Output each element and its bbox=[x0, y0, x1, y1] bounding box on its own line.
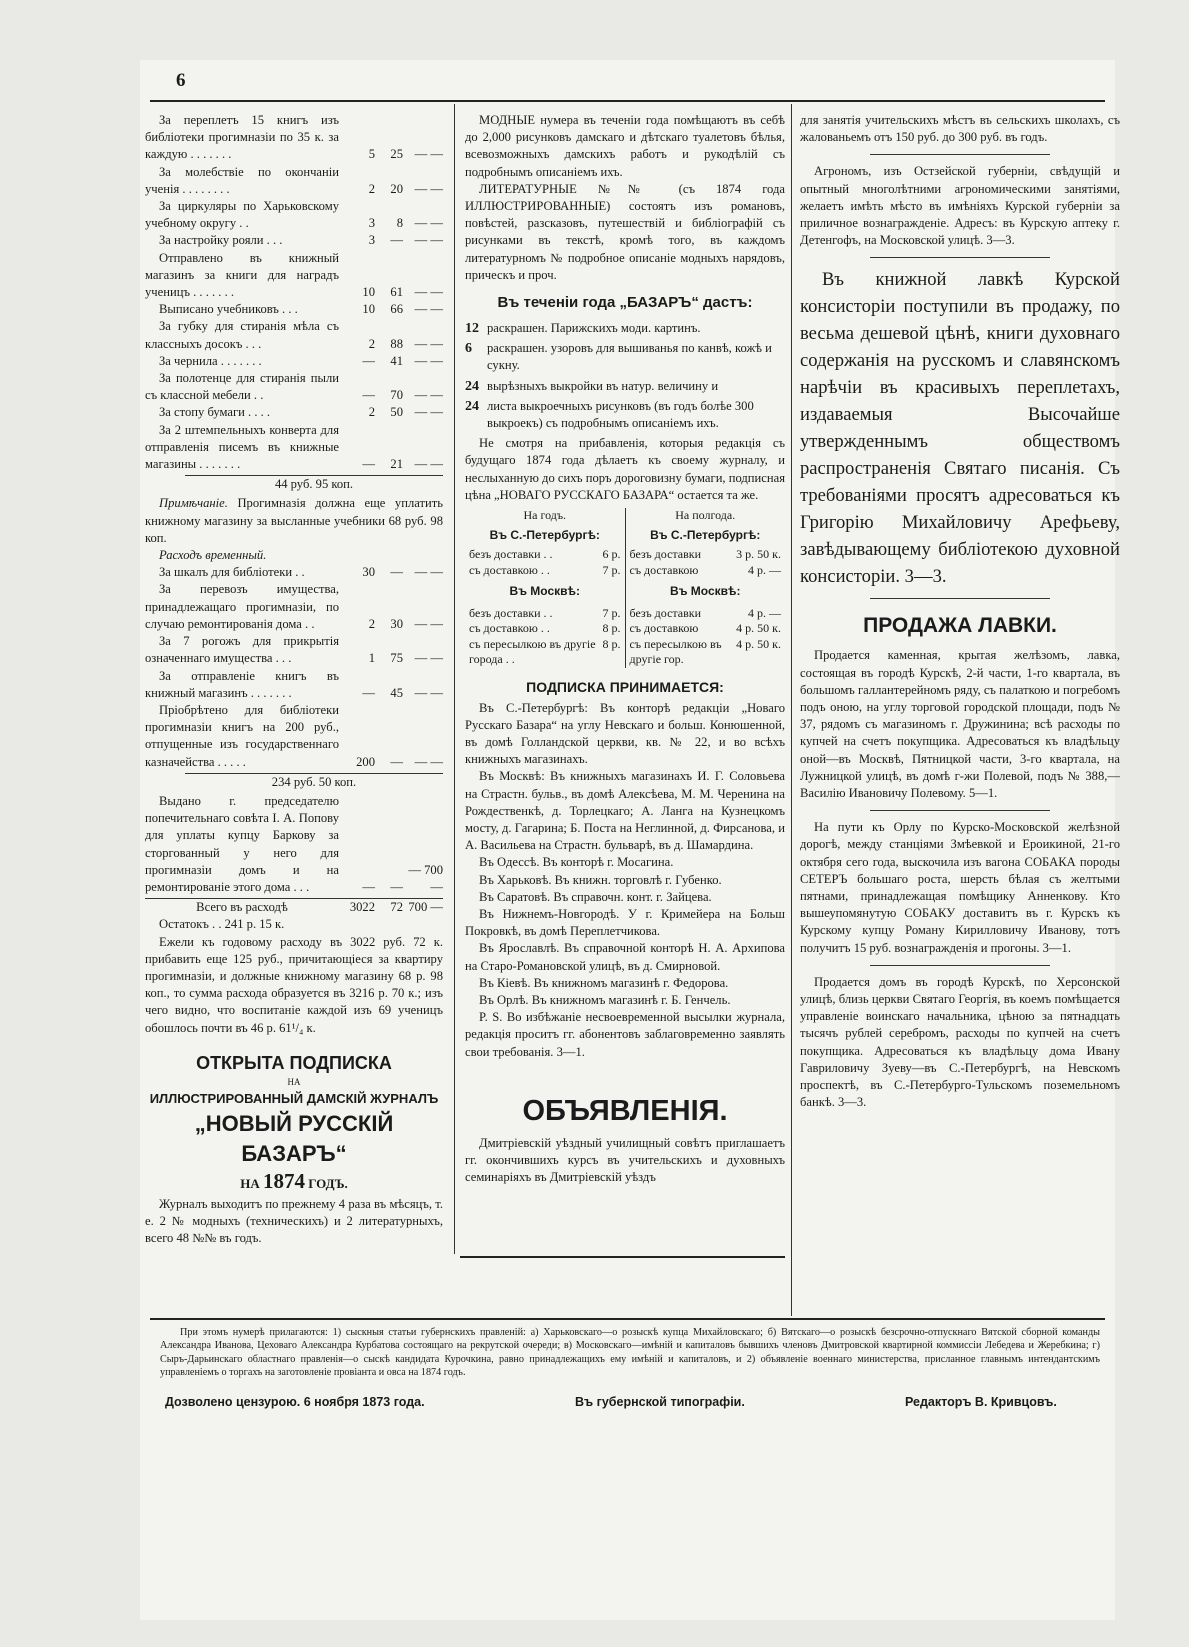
expense-text: За губку для стиранія мѣла съ классныхъ досокъ . . . bbox=[145, 319, 339, 351]
column-divider-2 bbox=[791, 104, 792, 1316]
expense-text: Пріобрѣтено для библіотеки прогимназіи книгъ на 200 руб., отпущенные изъ государственнаго казначейства . . . . . bbox=[145, 702, 339, 769]
modnye-paragraph: МОДНЫЕ нумера въ теченіи года помѣщаютъ въ себѣ до 2,000 рисунковъ дамскаго и дѣтскаго туалетовъ бѣлья, всевозможныхъ дамскихъ работъ и рукодѣлій съ подробнымъ описаніемъ ихъ. bbox=[465, 113, 785, 179]
footer-note: При этомъ нумерѣ прилагаются: 1) сыскныя статьи губернскихъ правленій: а) Харьковскаго—о розыскѣ купца Михайловскаго; б) Вятскаго—о розыскѣ безсрочно-отпускнаго Вятской сборной команды Александра Иванова, Цеховаго Александра Курбатова состоящаго на рекрутской очереди; в) Московскаго—имѣній и капиталовъ бывшихъ членовъ Дмитровской квартирной коммиссіи Лебедева и Жеребкина; г) Сыръ-Дарьинскаго областнаго правленія—о сыскѣ кандидата Курочкина, равно принадлежащихъ ему имѣній и капиталовъ, и 2) объявленіе военнаго министерства, присланное главнымъ интендантскимъ управленіемъ о торгахъ на заготовленіе провіанта и овса на 1874 годъ. bbox=[160, 1327, 1100, 1379]
expense-kop: — bbox=[390, 233, 403, 248]
price-label: съ доставкою bbox=[629, 562, 699, 577]
expense-rub: 10 bbox=[362, 285, 375, 300]
expense-extra: — — bbox=[414, 754, 443, 769]
price-row bbox=[469, 547, 621, 563]
note-paragraph bbox=[145, 495, 443, 547]
expense-kop: 41 bbox=[390, 353, 403, 368]
expense-rub: 2 bbox=[368, 616, 375, 631]
price-row bbox=[469, 621, 621, 637]
temp-label: Расходъ временный. bbox=[159, 548, 267, 563]
expense-row bbox=[145, 112, 443, 164]
price-value: 4 р. 50 к. bbox=[736, 621, 781, 636]
price-row bbox=[469, 606, 621, 622]
censor-line: Дозволено цензурою. 6 ноября 1873 года. bbox=[165, 1395, 425, 1409]
price-value: 7 р. bbox=[602, 562, 621, 577]
price-value: 3 р. 50 к. bbox=[736, 547, 781, 562]
bazar-item-text: раскрашен. Парижскихъ моди. картинъ. bbox=[487, 321, 701, 336]
price-value: 6 р. bbox=[602, 547, 621, 562]
price-half: На полгода. Въ С.-Петербургѣ: безъ доставки 3 р. 50 к. съ доставкою 4 р. — Въ Москвѣ: безъ доставки 4 р. — съ доставкою 4 р. 50 к. съ пересылкою въ другіе гор. 4 р. 50 к. bbox=[625, 508, 786, 668]
bazar-item bbox=[465, 320, 785, 337]
expense-rub: — bbox=[362, 388, 375, 403]
expense-rub: 1 bbox=[368, 651, 375, 666]
price-value: 8 р. bbox=[602, 621, 621, 636]
expense-row bbox=[145, 404, 443, 421]
price-label: съ пересылкою въ другіе города . . bbox=[469, 636, 596, 667]
expense-extra: — — bbox=[414, 147, 443, 162]
subscription-place: Въ Саратовѣ. Въ справочн. конт. г. Зайцева. bbox=[479, 889, 712, 904]
expense-text: За отправленіе книгъ въ книжный магазинъ . . . . . . . bbox=[145, 668, 339, 700]
bazar-item-count: 24 bbox=[465, 378, 479, 394]
printer-line: Въ губернской типографіи. bbox=[575, 1395, 745, 1409]
expense-row bbox=[145, 198, 443, 232]
bazar-item-text: вырѣзныхъ выкройки въ натур. величину и bbox=[487, 378, 719, 393]
expense-kop: 30 bbox=[390, 616, 403, 631]
expense-text: За чернила . . . . . . . bbox=[159, 353, 262, 368]
grand-total-row: Всего въ расходѣ 3022 72 700 — bbox=[145, 898, 443, 916]
expense-kop: 21 bbox=[390, 457, 403, 472]
expense-extra: — — bbox=[414, 616, 443, 631]
subscription-journal: ИЛЛЮСТРИРОВАННЫЙ ДАМСКІЙ ЖУРНАЛЪ bbox=[149, 1090, 439, 1106]
temp-expense-list bbox=[145, 564, 443, 770]
price-label: съ доставкою . . bbox=[469, 621, 550, 636]
expense-extra: — — bbox=[414, 685, 443, 700]
bazar-item-count: 12 bbox=[465, 321, 479, 337]
expense-rub: 200 bbox=[356, 754, 375, 769]
ads-title: ОБЪЯВЛЕНІЯ. bbox=[522, 1094, 728, 1127]
expense-row bbox=[145, 370, 443, 404]
subscription-place: Въ С.-Петербургѣ: Въ конторѣ редакціи „Новаго Русскаго Базара“ на углу Невскаго и больш. Конюшенной, въ домѣ Голландской церкви, кв. № 22, и во всѣхъ книжныхъ магазинахъ. bbox=[465, 700, 785, 767]
expense-row bbox=[145, 702, 443, 771]
price-label: безъ доставки bbox=[629, 605, 702, 620]
expense-extra: — — bbox=[414, 302, 443, 317]
subscription-title: ОТКРЫТА ПОДПИСКА bbox=[196, 1052, 392, 1073]
price-label: съ доставкою . . bbox=[469, 562, 550, 577]
subscription-place: Въ Харьковѣ. Въ книжн. торговлѣ г. Губенко. bbox=[479, 872, 722, 887]
dmitriev-ad: Дмитріевскій уѣздный училищный совѣтъ приглашаетъ гг. окончившихъ курсъ въ учительскихъ и духовныхъ семинаріяхъ въ Дмитріевскій уѣздъ bbox=[465, 1135, 785, 1185]
bazar-item bbox=[465, 378, 785, 395]
dog-ad: На пути къ Орлу по Курско-Московской желѣзной дорогѣ, между станціями Змѣевкой и Ероикиной, 21-го октября сего года, выскочила изъ вагона СОБАКА породы СЕТЕРЪ большаго роста, шерсть бѣлая съ желтыми пятнами, принадлежащая помѣщику Анненкову. Кто вышеупомянутую СОБАКУ доставитъ въ г. Курскъ къ Курскому купцу Роману Кирилловичу Иванову, тотъ получитъ 15 руб. вознагражденія и прогоны. 3—1. bbox=[800, 820, 1120, 955]
expense-extra: — — bbox=[414, 405, 443, 420]
agronom-ad: Агрономъ, изъ Остзейской губерніи, свѣдущій и опытный многолѣтними агрономическими занятіями, желаетъ имѣть мѣсто въ имѣніяхъ Курской губерніи за приличное вознагражденіе. Адресъ: въ Курскую аптеку г. Детенгофъ, на Московской улицѣ. 3—3. bbox=[800, 164, 1120, 248]
expense-rub: — bbox=[362, 457, 375, 472]
price-value: 4 р. 50 к. bbox=[736, 636, 781, 651]
bazar-item-text: раскрашен. узоровъ для вышиванья по канвѣ, кожѣ и сукну. bbox=[487, 341, 772, 373]
price-label: съ пересылкою въ другіе гор. bbox=[629, 636, 722, 667]
expense-extra: — — bbox=[414, 285, 443, 300]
ads-rule bbox=[460, 1256, 785, 1258]
expense-row bbox=[145, 164, 443, 198]
expense-row bbox=[145, 318, 443, 352]
subscription-year-line: НА 1874 ГОДЪ. bbox=[240, 1168, 348, 1193]
subscription-text: Журналъ выходитъ по прежнему 4 раза въ мѣсяцъ, т. е. 2 № модныхъ (техническихъ) и 2 литературныхъ, всего 48 №№ въ годъ. bbox=[145, 1196, 443, 1246]
expense-row bbox=[145, 353, 443, 370]
expense-rub: 30 bbox=[362, 565, 375, 580]
expense-text: За шкалъ для библіотеки . . bbox=[159, 565, 305, 580]
note-text: Прогимназія должна еще уплатить книжному магазину за высланные учебники 68 руб. 98 коп. bbox=[145, 496, 443, 545]
expense-extra: — — bbox=[414, 216, 443, 231]
expense-extra: — — bbox=[414, 353, 443, 368]
price-year: На годъ. Въ С.-Петербургѣ: безъ доставки . . 6 р. съ доставкою . . 7 р. Въ Москвѣ: безъ доставки . . 7 р. съ доставкою . . 8 р. съ пересылкою въ другіе города . . 8 р. bbox=[469, 508, 621, 667]
expense-kop: 61 bbox=[390, 285, 403, 300]
expense-kop: 50 bbox=[390, 405, 403, 420]
expense-text: За переплетъ 15 книгъ изъ библіотеки прогимназіи по 35 к. за каждую . . . . . . . bbox=[145, 113, 339, 162]
column-divider-1 bbox=[454, 104, 455, 1254]
price-row bbox=[630, 621, 782, 637]
subscription-year: 1874 bbox=[262, 1168, 305, 1193]
expense-kop: 45 bbox=[390, 685, 403, 700]
expense-kop: 25 bbox=[390, 147, 403, 162]
bazar-item-text: листа выкроечныхъ рисунковъ (въ годъ болѣе 300 выкроекъ) съ подробнымъ описаніемъ ихъ. bbox=[487, 398, 754, 431]
expense-text: Отправлено въ книжный магазинъ за книги для наградъ ученицъ . . . . . . . bbox=[145, 250, 339, 300]
expense-rub: 2 bbox=[368, 405, 375, 420]
page-number: 6 bbox=[176, 70, 186, 91]
expense-row bbox=[145, 232, 443, 249]
price-row bbox=[469, 637, 621, 668]
expense-text: За полотенце для стиранія пыли съ классной мебели . . bbox=[145, 371, 339, 403]
expense-kop: 66 bbox=[390, 302, 403, 317]
remainder: Остатокъ . . 241 р. 15 к. bbox=[159, 917, 285, 932]
expense-extra: — — bbox=[414, 457, 443, 472]
expense-rub: 5 bbox=[368, 147, 375, 162]
total-2: 234 руб. 50 коп. bbox=[185, 773, 443, 791]
expense-kop: 70 bbox=[390, 388, 403, 403]
bazar-item bbox=[465, 398, 785, 432]
editor-line: Редакторъ В. Кривцовъ. bbox=[905, 1395, 1057, 1409]
subscription-name: „НОВЫЙ РУССКІЙ БАЗАРЪ“ bbox=[194, 1110, 394, 1166]
price-row bbox=[469, 563, 621, 579]
expense-extra: — — bbox=[414, 388, 443, 403]
price-value: 4 р. — bbox=[748, 562, 781, 577]
expense-row bbox=[145, 633, 443, 667]
expense-row bbox=[145, 301, 443, 318]
bazar-heading: Въ теченіи года „БАЗАРЪ“ дастъ: bbox=[497, 294, 753, 312]
bazar-item bbox=[465, 340, 785, 374]
expense-row bbox=[145, 422, 443, 474]
closing-paragraph: Ежели къ годовому расходу въ 3022 руб. 72 к. прибавить еще 125 руб., причитающіеся за квартиру прогимназіи, и должные книжному магазину 68 р. 98 коп., то сумма расхода образуется въ 3216 р. 70 к.; изъ чего видно, что воспитаніе каждой изъ 69 ученицъ обошлось почти въ 46 р. 61¹/₄ к. bbox=[145, 934, 443, 1035]
subscription-na: НА bbox=[287, 1076, 301, 1087]
price-row bbox=[630, 637, 782, 668]
price-row bbox=[630, 547, 782, 563]
expense-text: Выписано учебниковъ . . . bbox=[159, 302, 298, 317]
expense-extra: — — bbox=[414, 181, 443, 196]
column-2 bbox=[465, 112, 785, 1186]
note-label: Примѣчаніе. bbox=[159, 496, 228, 511]
bazar-item-count: 6 bbox=[465, 341, 472, 357]
expense-rub: — bbox=[362, 685, 375, 700]
subscription-place: Въ Одессѣ. Въ конторѣ г. Мосагина. bbox=[479, 855, 674, 870]
expense-row bbox=[145, 564, 443, 581]
books-ad: Въ книжной лавкѣ Курской консисторіи поступили въ продажу, по весьма дешевой цѣнѣ, книги духовнаго содержанія на русскомъ и славянскомъ нарѣчіи въ красивыхъ переплетахъ, издаваемыя Высочайше утвержденнымъ обществомъ распространенія Святаго писанія. Съ требованіями просятъ адресоваться къ Григорію Михайловичу Арефьеву, завѣдывающему библіотекою духовной консисторіи. 3—3. bbox=[800, 269, 1120, 588]
expense-kop: — bbox=[390, 565, 403, 580]
expense-kop: — bbox=[390, 754, 403, 769]
subscription-place: Въ Орлѣ. Въ книжномъ магазинѣ г. Б. Генчель. bbox=[479, 993, 731, 1008]
expense-rub: — bbox=[362, 353, 375, 368]
expense-kop: 88 bbox=[390, 336, 403, 351]
expense-kop: 75 bbox=[390, 651, 403, 666]
expense-extra: — — bbox=[414, 336, 443, 351]
header-rule bbox=[150, 100, 1105, 102]
bazar-item-count: 24 bbox=[465, 398, 479, 414]
bazar-items bbox=[465, 320, 785, 432]
expense-rub: 3 bbox=[368, 233, 375, 248]
dmitriev-ad-cont: для занятія учительскихъ мѣстъ въ сельскихъ школахъ, съ жалованьемъ отъ 150 руб. до 300 руб. въ годъ. bbox=[800, 113, 1120, 145]
expense-row bbox=[145, 581, 443, 633]
places-list bbox=[465, 700, 785, 1010]
price-label: съ доставкою bbox=[629, 621, 699, 636]
expense-row bbox=[145, 250, 443, 302]
expense-rub: 3 bbox=[368, 216, 375, 231]
expense-list bbox=[145, 112, 443, 473]
price-row bbox=[630, 563, 782, 579]
ps-paragraph: P. S. Во избѣжаніе несвоевременной высылки журнала, редакція проситъ гг. абонентовъ заблаговременно заявлять свои требованія. 3—1. bbox=[465, 1010, 785, 1059]
column-1 bbox=[145, 112, 443, 1247]
expense-extra: — — bbox=[414, 233, 443, 248]
subscription-place: Въ Ярославлѣ. Въ справочной конторѣ Н. А. Архипова на Старо-Романовской улицѣ, въ д. Смирновой. bbox=[465, 941, 785, 973]
expense-extra: — — bbox=[414, 565, 443, 580]
price-note: Не смотря на прибавленія, которыя редакція съ будущаго 1874 года дѣлаетъ къ своему журналу, и неслыханную до сихъ поръ дороговизну бумаги, подписная цѣна „НОВАГО РУССКАГО БАЗАРА“ остается та же. bbox=[465, 436, 785, 502]
column-3 bbox=[800, 112, 1120, 1112]
expense-text: За 2 штемпельныхъ конверта для отправленія писемъ въ книжные магазины . . . . . . . bbox=[145, 422, 339, 472]
expense-text: За циркуляры по Харьковскому учебному округу . . bbox=[145, 199, 339, 231]
subscription-place: Въ Москвѣ: Въ книжныхъ магазинахъ И. Г. Соловьева на Страстн. бульв., въ домѣ Алексѣева, М. М. Черенина на Рождественкѣ, д. Торлецкаго; А. Ланга на Кузнецкомъ мосту, д. Гагарина; Б. Поста на Неглинной, д. Фирсанова, и А. Васильева на Страстн. бульварѣ, въ д. Шамардина. bbox=[465, 769, 785, 853]
price-value: 8 р. bbox=[602, 636, 621, 651]
price-label: безъ доставки . . bbox=[469, 547, 553, 562]
subscription-accepted-heading: ПОДПИСКА ПРИНИМАЕТСЯ: bbox=[526, 678, 724, 695]
price-row bbox=[630, 606, 782, 622]
expense-extra: — — bbox=[414, 651, 443, 666]
literary-paragraph: ЛИТЕРАТУРНЫЕ №№ (съ 1874 года ИЛЛЮСТРИРОВАННЫЕ) состоятъ изъ романовъ, повѣстей, разсказовъ, путешествій и библіографій съ рисунками въ текстѣ, кромѣ того, въ каждомъ литературномъ № подробное описаніе модныхъ нарядовъ, прическъ и проч. bbox=[465, 181, 785, 282]
expense-rub: 10 bbox=[362, 302, 375, 317]
expense-rub: 2 bbox=[368, 336, 375, 351]
expense-row bbox=[145, 668, 443, 702]
issued-row: Выдано г. председателю попечительнаго совѣта I. А. Попову для уплаты купцу Баркову за сторгованный у него для прогимназіи домъ и на ремонтированіе этого дома . . . — — — 700 — bbox=[145, 793, 443, 894]
subscription-place: Въ Кіевѣ. Въ книжномъ магазинѣ г. Федорова. bbox=[479, 975, 729, 990]
price-label: безъ доставки bbox=[629, 547, 702, 562]
lavka-ad: Продается каменная, крытая желѣзомъ, лавка, состоящая въ городѣ Курскѣ, 2-й части, 1-го квартала, въ большомъ галлантерейномъ ряду, съ палаткою и погребомъ подъ оною, на углу торговой городской площади, подъ № 37, рядомъ съ магазиномъ г. Дружинина; всѣ расходы по купчей на счетъ покупщика. Адресоваться къ владѣльцу оной—въ Москвѣ, Пятницкой части, 3-го квартала, на Лужницкой улицѣ, въ домѣ г-жи Полевой, подъ № 388,—Василію Ивановичу Полевому. 5—1. bbox=[800, 648, 1120, 801]
footer-rule bbox=[150, 1318, 1105, 1320]
subscription-place: Въ Нижнемъ-Новгородѣ. У г. Кримейера на Больш Покровкѣ, въ домѣ Переплетчикова. bbox=[465, 907, 785, 939]
house-ad: Продается домъ въ городѣ Курскѣ, по Херсонской улицѣ, близь церкви Святаго Георгія, въ коемъ помѣщается управленіе воинскаго начальника, цѣною за пятнадцать тысячъ рублей серебромъ, расходы по купчей на счетъ покупщика. Адресоваться къ владѣльцу дома Ивану Гавриловичу Зуеву—въ С.-Петербургѣ, на Невскомъ проспектѣ, въ С.-Петербурго-Тульскомъ поземельномъ банкѣ. 3—3. bbox=[800, 974, 1120, 1110]
total-1: 44 руб. 95 коп. bbox=[185, 475, 443, 493]
price-value: 7 р. bbox=[602, 605, 621, 620]
expense-text: За молебствіе по окончаніи ученія . . . . . . . . bbox=[145, 164, 339, 196]
expense-text: За перевозъ имущества, принадлежащаго прогимназіи, по случаю ремонтированія дома . . bbox=[145, 582, 339, 631]
expense-text: За 7 рогожъ для прикрытія означеннаго имущества . . . bbox=[145, 634, 339, 666]
price-value: 4 р. — bbox=[748, 605, 781, 620]
lavka-title: ПРОДАЖА ЛАВКИ. bbox=[863, 614, 1057, 638]
expense-kop: 20 bbox=[390, 181, 403, 196]
expense-kop: 8 bbox=[396, 216, 403, 231]
expense-text: За стопу бумаги . . . . bbox=[159, 405, 271, 420]
price-label: безъ доставки . . bbox=[469, 605, 553, 620]
price-table bbox=[465, 508, 785, 668]
expense-text: За настройку рояли . . . bbox=[159, 233, 283, 248]
expense-rub: 2 bbox=[368, 181, 375, 196]
